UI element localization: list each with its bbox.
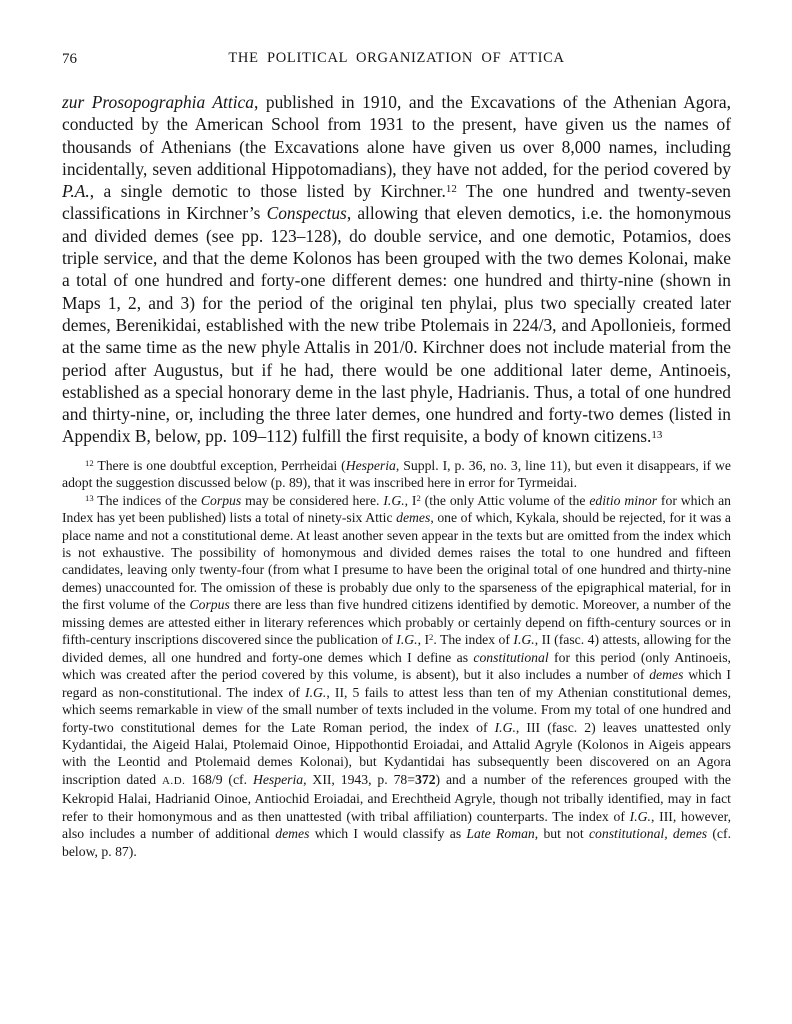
footnote-13 (62, 492, 731, 861)
running-title: THE POLITICAL ORGANIZATION OF ATTICA (228, 50, 565, 66)
text-run: which I regard as non-constitutional. The index of (62, 667, 731, 700)
text-run: 12 (85, 457, 94, 468)
text-run: The indices of the (93, 492, 201, 508)
text-run: I.G. (305, 684, 327, 700)
text-run: , II (fasc. 4) attests, allowing for the divided demes, all one hundred and forty-one demes which I define as (62, 632, 732, 665)
text-run: , allowing that eleven demotics, i.e. the homonymous and divided demes (see pp. 123–128), do double service, and one demotic, Potamios, does triple service, and that the deme Kolonos has been grouped with the two demes Kolonai, make a total of one hundred and forty-one different demes: one hundred and thirty-nine (shown in Maps 1, 2, and 3) for the period of the original ten phylai, plus two specially created later demes, Berenikidai, established with the new tribe Ptolemais in 224/3, and Apollonieis, formed at the same time as the new phyle Attalis in 201/0. Kirchner does not include material from the period after Augustus, but if he had, there would be one additional later deme, Antinoeis, established as a special honorary deme in the last phyle, Hadrianis. Thus, a total of one hundred and thirty-nine, or, including the three later demes, one hundred and forty-two demes (listed in Appendix B, below, pp. 109–112) fulfill the first requisite, a body of known citizens. (62, 203, 731, 447)
text-run: . The index of (433, 632, 514, 648)
text-run: , XII, 1943, p. 78= (303, 771, 415, 787)
text-run: , I (417, 632, 430, 648)
text-run: Hesperia (345, 457, 396, 473)
main-paragraph (62, 91, 731, 448)
text-run: for which an Index has yet been published) lists a total of ninety-six Attic (62, 492, 732, 526)
text-run: 2 (416, 492, 421, 503)
text-run: , published in 1910, and the Excavations of the Athenian Agora, conducted by the American School from 1931 to the present, have given us the names of thousands of Athenians (the Excavations alone have given us over 8,000 names, including incidentally, seven additional Hippotomadians), they have not added, for the period covered by (62, 92, 732, 179)
text-run: constitutional, demes (588, 826, 708, 842)
text-run: , a single demotic to those listed by Kirchner. (89, 181, 446, 202)
text-run: 12 (445, 183, 457, 196)
text-run: 372 (415, 771, 436, 787)
text-run: Hesperia (252, 771, 304, 787)
text-run: 168/9 (cf. (185, 771, 253, 787)
text-run: Conspectus (266, 203, 347, 224)
text-run: , Suppl. I, p. 36, no. 3, line 11), but even it disappears, if we adopt the suggestion discussed below (p. 89), that it was inscribed here in error for Tyrmeidai. (62, 457, 731, 491)
text-run: editio minor (589, 492, 658, 508)
text-run: , III (fasc. 2) leaves unattested only Kydantidai, the Aigeid Halai, Ptolemaid Oinoe, Hippothontid Eroiadai, and Attalid Agryle (Kolonos in Aigeis appears with the Leontid and Ptolemaid demes Kolonai), but Kydantidai has subsequently been discovered on an Agora inscription dated (62, 719, 731, 787)
text-run: 13 (651, 428, 663, 441)
text-run: There is one doubtful exception, Perrheidai ( (93, 457, 346, 473)
text-run: 13 (85, 492, 94, 503)
text-run: constitutional (473, 649, 549, 665)
text-run: (cf. below, p. 87). (62, 826, 731, 859)
text-run: there are less than five hundred citizens identified by demotic. Moreover, a number of the missing demes are attested either in literary references which probably or certainly depend on fifth-century sources or in fifth-century inscriptions discovered since the publication of (62, 597, 731, 648)
text-run: which I would classify as (309, 826, 467, 842)
text-run: I.G. (513, 632, 535, 648)
text-run: I.G. (629, 808, 651, 824)
text-run: may be considered here. (241, 492, 384, 508)
text-run: , I (404, 492, 417, 508)
text-run: P.A. (62, 181, 90, 202)
text-run: zur Prosopographia Attica (62, 92, 254, 112)
text-run: for this period (only Antinoeis, which was created after the period covered by this volume, is absent), but it also includes a number of (62, 649, 731, 683)
text-run: Corpus (189, 597, 230, 613)
text-run: I.G. (494, 719, 516, 735)
text-run: The one hundred and twenty-seven classifications in Kirchner’s (62, 181, 732, 224)
footnote-12 (62, 457, 731, 492)
text-run: demes (649, 667, 684, 683)
text-run: (the only Attic volume of the (420, 492, 590, 508)
text-run: , II, 5 fails to attest less than ten of my Athenian constitutional demes, which seems remarkable in view of the small number of texts included in the volume. From my total of one hundred and forty-two constitutional demes for the Late Roman period, the index of (62, 684, 731, 735)
footnotes-section (62, 457, 731, 860)
text-run: , but not (534, 826, 589, 842)
text-run: Late Roman (466, 826, 535, 842)
text-run: demes (396, 510, 431, 526)
text-run: , one of which, Kykala, should be rejected, for it was a place name and not a constitutional deme. At least another seven appear in the texts but are omitted from the index which is not exhaustive. The possibility of homonymous and divided demes raises the total to one hundred and fifteen candidates, leaving only twenty-four (from what I presume to have been the original total of one hundred and thirty-nine demes) unaccounted for. The omission of these is probably due only to the sparseness of the epigraphical material, for in the first volume of the (62, 510, 731, 613)
text-run: Corpus (200, 492, 242, 508)
text-run: ) and a number of the references grouped with the Kekropid Halai, Hadrianid Oinoe, Antiochid Eroiadai, and Erechtheid Agryle, though not tribally identified, may in fact refer to their homonymous and as then unattested (with tribal affiliation) counterparts. The index of (62, 771, 731, 824)
text-run: demes (275, 826, 310, 842)
text-run: I.G. (383, 492, 405, 508)
text-run: 2 (429, 632, 434, 643)
text-run: A.D. (161, 774, 186, 787)
text-run: I.G. (396, 632, 418, 648)
page-number: 76 (62, 51, 77, 67)
text-run: , III, however, also includes a number of additional (62, 808, 732, 842)
page-header (62, 50, 731, 68)
